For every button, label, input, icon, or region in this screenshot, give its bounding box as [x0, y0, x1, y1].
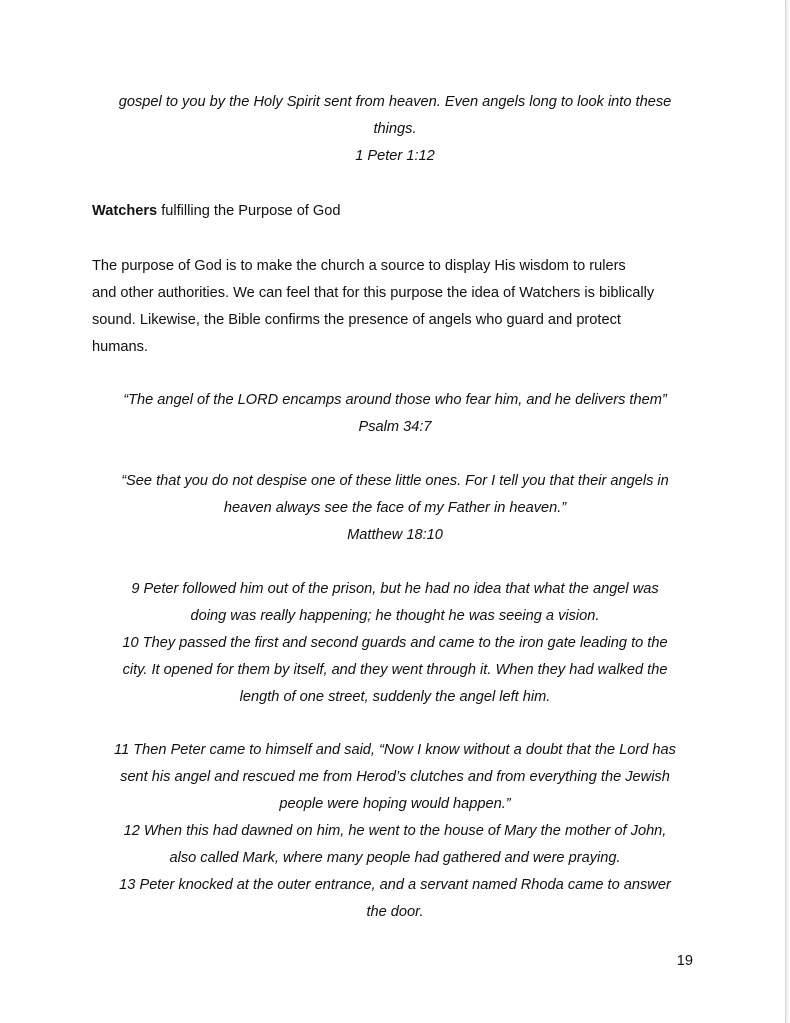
quote-matthew [92, 468, 698, 549]
quote-line: heaven always see the face of my Father in heaven.” [223, 500, 567, 516]
quote-line: “The angel of the LORD encamps around those who fear him, and he delivers them” [123, 392, 667, 408]
paragraph-line: humans. [92, 339, 148, 355]
quote-top [92, 89, 698, 170]
passage-line: also called Mark, where many people had gathered and were praying. [169, 850, 621, 866]
passage-line: 9 Peter followed him out of the prison, but he had no idea that what the angel was [131, 581, 659, 597]
heading-bold: Watchers [92, 203, 158, 219]
acts-passage-2 [92, 737, 698, 926]
quote-citation: Psalm 34:7 [358, 419, 432, 435]
passage-line: 11 Then Peter came to himself and said, “Now I know without a doubt that the Lord has [114, 742, 676, 758]
quote-psalm [92, 387, 698, 441]
page-number: 19 [676, 953, 693, 969]
heading-rest: fulfilling the Purpose of God [157, 203, 341, 219]
passage-line: city. It opened for them by itself, and they went through it. When they had walked the [122, 662, 668, 678]
acts-passage-1 [92, 576, 698, 711]
quote-line: gospel to you by the Holy Spirit sent from heaven. Even angels long to look into these [118, 94, 672, 110]
passage-line: sent his angel and rescued me from Herod’s clutches and from everything the Jewish [120, 769, 670, 785]
passage-line: doing was really happening; he thought he was seeing a vision. [190, 608, 600, 624]
passage-line: people were hoping would happen.” [279, 796, 511, 812]
section-heading [92, 198, 698, 225]
body-paragraph [92, 253, 698, 361]
paragraph-line: The purpose of God is to make the church a source to display His wisdom to rulers [92, 258, 626, 274]
passage-line: the door. [366, 904, 424, 920]
paragraph-line: and other authorities. We can feel that for this purpose the idea of Watchers is biblically [92, 285, 655, 301]
passage-line: 12 When this had dawned on him, he went to the house of Mary the mother of John, [123, 823, 667, 839]
paragraph-line: sound. Likewise, the Bible confirms the presence of angels who guard and protect [92, 312, 621, 328]
quote-citation: Matthew 18:10 [347, 527, 443, 543]
passage-line: 13 Peter knocked at the outer entrance, and a servant named Rhoda came to answer [119, 877, 671, 893]
passage-line: length of one street, suddenly the angel left him. [239, 689, 551, 705]
passage-line: 10 They passed the first and second guards and came to the iron gate leading to the [122, 635, 668, 651]
quote-citation: 1 Peter 1:12 [355, 148, 435, 164]
quote-line: things. [373, 121, 417, 137]
quote-line: “See that you do not despise one of these little ones. For I tell you that their angels in [121, 473, 669, 489]
